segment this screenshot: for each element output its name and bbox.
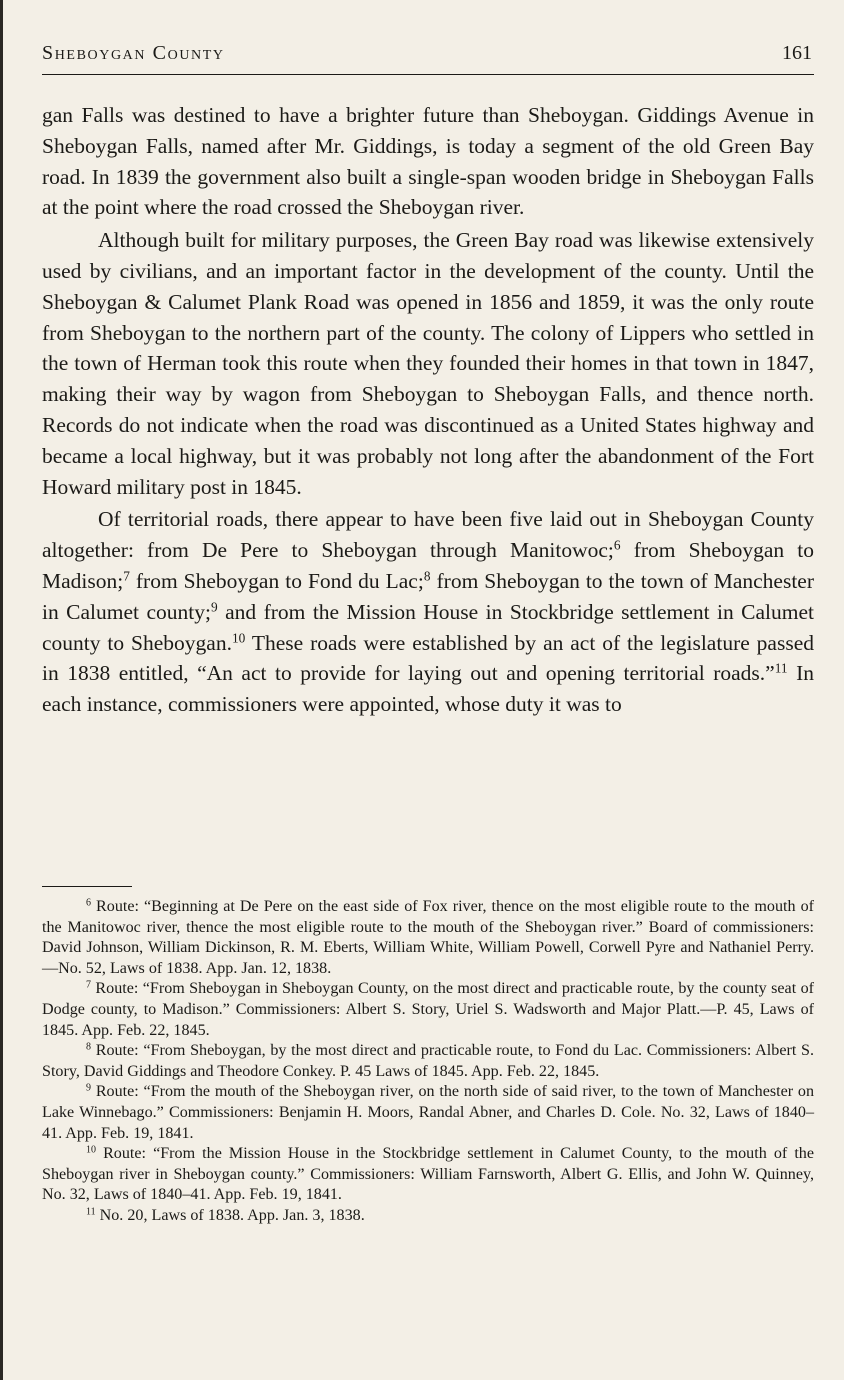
footnote (42, 1082, 814, 1144)
paragraph-text: from Sheboygan to the town of Manchester in Calumet county; (42, 568, 814, 624)
footnote-mark: 11 (86, 1206, 96, 1218)
footnote-text: Route: “From Sheboygan in Sheboygan County, on the most direct and practicable route, by the county seat of Dodge county, to Madison.” Commissioners: Albert S. Story, Uriel S. Wadsworth and Major Platt.—P. 45, Laws of 1845. App. Feb. 22, 1845. (42, 980, 814, 1039)
paragraph-text: and from the Mission House in Stockbridge settlement in Calumet county to Sheboygan. (42, 599, 815, 655)
footnote (42, 1041, 814, 1082)
paragraph-green-bay-road: Although built for military purposes, the Green Bay road was likewise extensively used by civilians, and an important factor in the development of the county. Until the Sheboygan & Calumet Plank Road was opened in 1856 and 1859, it was the only route from Sheboygan to the northern part of the county. The colony of Lippers who settled in the town of Herman took this route when they founded their homes in that town in 1847, making their way by wagon from Sheboygan to Sheboygan Falls, and thence north. Records do not indicate when the road was discontinued as a United States highway and became a local highway, but it was probably not long after the abandonment of the Fort Howard military post in 1845. (42, 228, 814, 499)
footnote (42, 1206, 814, 1227)
footnote-mark: 10 (86, 1144, 96, 1156)
footnote (42, 979, 814, 1041)
running-head: Sheboygan County (42, 42, 225, 64)
footnote-mark: 8 (86, 1041, 91, 1053)
footnote-text: Route: “From Sheboygan, by the most direct and practicable route, to Fond du Lac. Commissioners: Albert S. Story, David Giddings and Theodore Conkey. P. 45 Laws of 1845. App. Feb. 22, 1845. (42, 1042, 814, 1080)
paragraph-territorial-roads (42, 504, 814, 720)
footnotes (42, 897, 814, 1227)
footnote-text: Route: “Beginning at De Pere on the east side of Fox river, thence on the most eligible route to the mouth of the Manitowoc river, thence the most eligible route to the mouth of the Sheboygan river.” Board of commissioners: David Johnson, William Dickinson, R. M. Eberts, William White, William Powell, Corwell Pyre and Nathaniel Perry.—No. 52, Laws of 1838. App. Jan. 12, 1838. (42, 898, 814, 977)
paragraph-text: from Sheboygan to Madison; (42, 538, 815, 593)
footnote-mark: 9 (86, 1082, 91, 1094)
footnote-ref: 6 (613, 537, 621, 553)
footnote-ref: 8 (423, 568, 431, 584)
footnote-ref: 11 (774, 661, 788, 677)
footnote-ref: 9 (210, 599, 218, 615)
footnote-text: No. 20, Laws of 1838. App. Jan. 3, 1838. (99, 1206, 365, 1224)
footnote-ref: 7 (123, 568, 130, 584)
footnote-text: Route: “From the Mission House in the Stockbridge settlement in Calumet County, to the mouth of the Sheboygan river in Sheboygan county.” Commissioners: William Farnsworth, Albert G. Ellis, and John W. Quinney, No. 32, Laws of 1840–41. App. Feb. 19, 1841. (42, 1145, 814, 1204)
footnote-ref: 10 (231, 630, 246, 646)
paragraph-text: Of territorial roads, there appear to have been five laid out in Sheboygan County altogether: from De Pere to Sheboygan through Manitowoc; (42, 507, 814, 563)
page-number: 161 (782, 42, 812, 64)
paragraph-continued: gan Falls was destined to have a brighter future than Sheboygan. Giddings Avenue in Sheboygan Falls, named after Mr. Giddings, is today a segment of the old Green Bay road. In 1839 the government also built a single-span wooden bridge in Sheboygan Falls at the point where the road crossed the Sheboygan river. (42, 103, 814, 220)
footnote-mark: 6 (86, 897, 91, 909)
footnote-mark: 7 (86, 979, 91, 991)
body-text (42, 100, 814, 720)
footnote (42, 897, 814, 979)
footnote-separator (42, 886, 132, 887)
page-header (42, 40, 814, 75)
paragraph-text: These roads were established by an act of the legislature passed in 1838 entitled, “An act to provide for laying out and opening territorial roads.” (42, 630, 814, 686)
page-binding-edge (0, 0, 3, 1380)
footnote-text: Route: “From the mouth of the Sheboygan river, on the north side of said river, to the town of Manchester on Lake Winnebago.” Commissioners: Benjamin H. Moors, Randal Abner, and Charles D. Cole. No. 32, Laws of 1840–41. App. Feb. 19, 1841. (42, 1083, 814, 1142)
paragraph-text: In each instance, commissioners were appointed, whose duty it was to (42, 661, 814, 717)
footnote (42, 1144, 814, 1206)
paragraph-text: from Sheboygan to Fond du Lac; (129, 568, 424, 593)
